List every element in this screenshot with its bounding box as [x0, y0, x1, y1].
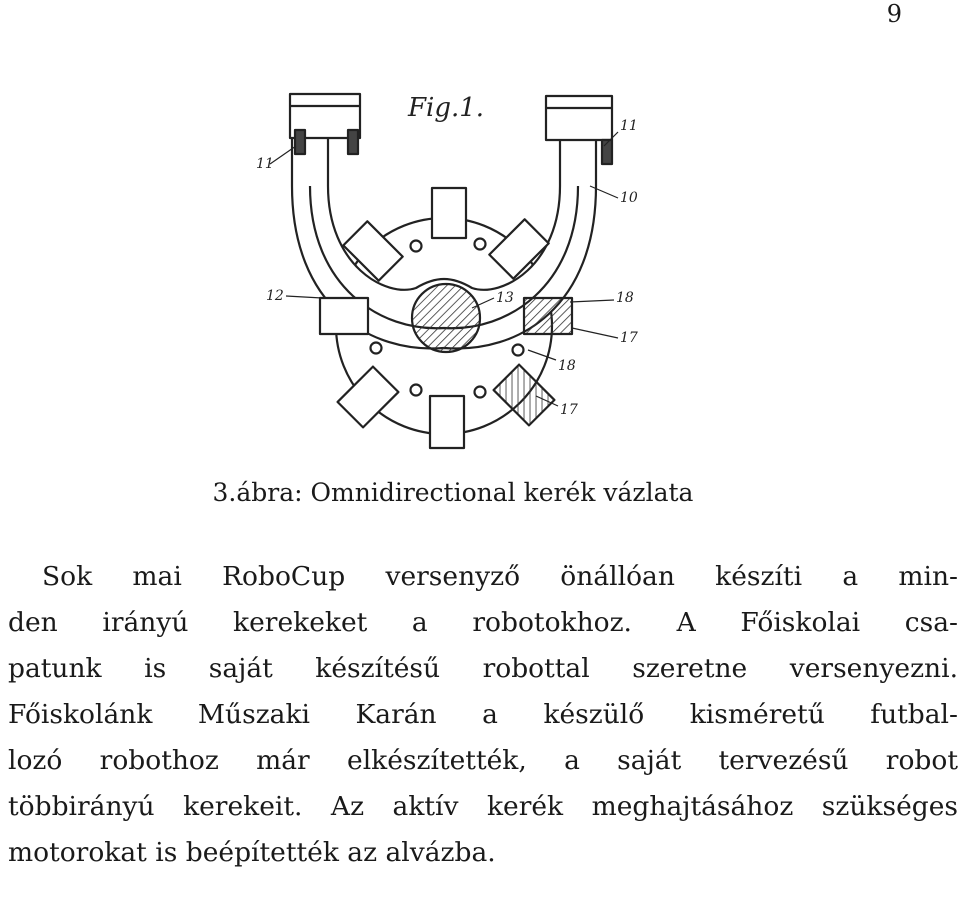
figure-caption: 3.ábra: Omnidirectional kerék vázlata — [212, 478, 694, 507]
roller-bottom — [430, 396, 464, 448]
ref-numeral: 11 — [256, 156, 274, 172]
body-line: patunk is saját készítésű robottal szeretne versenyezni. — [8, 653, 958, 684]
ref-numeral: 17 — [620, 330, 638, 346]
body-line: den irányú kerekeket a robotokhoz. A Főiskolai csa- — [8, 607, 958, 638]
body-line: motorokat is beépítették az alvázba. — [8, 837, 496, 868]
ref-numeral: 18 — [616, 290, 634, 306]
roller-top — [432, 188, 466, 238]
ref-numeral: 10 — [620, 190, 638, 206]
body-line: többirányú kerekeit. Az aktív kerék meghajtásához szükséges — [8, 791, 958, 822]
body-line: Főiskolánk Műszaki Karán a készülő kisméretű futbal- — [8, 699, 958, 730]
bolt-left-a — [295, 130, 305, 154]
figure-label: Fig.1. — [408, 93, 485, 123]
body-line: Sok mai RoboCup versenyző önállóan készíti a min- — [42, 561, 958, 592]
roller-right — [524, 298, 572, 334]
page-number: 9 — [886, 0, 902, 28]
fork-top-right — [546, 96, 612, 140]
hole — [411, 241, 422, 252]
ref-numeral: 11 — [620, 118, 638, 134]
hole — [371, 343, 382, 354]
body-paragraph — [8, 554, 958, 876]
bolt-left-b — [348, 130, 358, 154]
hole — [475, 387, 486, 398]
ref-numeral: 18 — [558, 358, 576, 374]
hole — [475, 239, 486, 250]
ref-numeral: 12 — [266, 288, 284, 304]
hole — [411, 385, 422, 396]
ref-numeral: 17 — [560, 402, 578, 418]
hole — [513, 345, 524, 356]
body-line: lozó robothoz már elkészítették, a saját tervezésű robot — [8, 745, 958, 776]
roller-left — [320, 298, 368, 334]
omni-wheel-patent-figure — [240, 76, 660, 460]
ref-numeral: 13 — [496, 290, 514, 306]
center-hub — [412, 284, 480, 352]
